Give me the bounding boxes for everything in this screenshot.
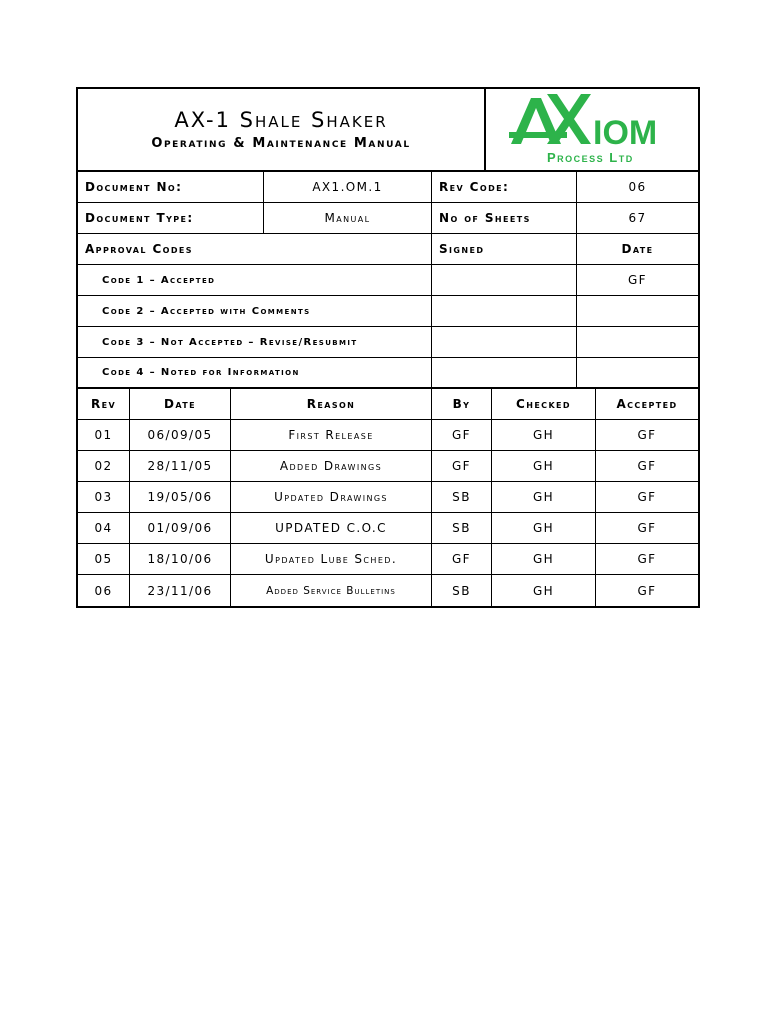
document-subtitle: Operating & Maintenance Manual bbox=[151, 136, 411, 151]
approval-code-label: Code 2 – Accepted with Comments bbox=[78, 296, 432, 326]
rev-by: GF bbox=[432, 544, 492, 574]
approval-date bbox=[577, 327, 698, 357]
logo-letters: IOM bbox=[593, 113, 658, 152]
doc-type-row bbox=[78, 203, 698, 234]
approval-codes-label: Approval Codes bbox=[78, 234, 432, 264]
revision-row bbox=[78, 513, 698, 544]
revision-header-row bbox=[78, 389, 698, 420]
col-header-by: By bbox=[432, 389, 492, 419]
sheets-value: 67 bbox=[628, 211, 647, 225]
rev-checked: GH bbox=[492, 420, 596, 450]
revision-row bbox=[78, 420, 698, 451]
rev-checked: GH bbox=[492, 575, 596, 606]
rev-number: 02 bbox=[78, 451, 130, 481]
rev-reason: First Release bbox=[231, 420, 432, 450]
rev-code-label: Rev Code: bbox=[432, 172, 577, 202]
doc-no-label: Document No: bbox=[78, 172, 264, 202]
approval-date bbox=[577, 296, 698, 326]
approval-date bbox=[577, 358, 698, 387]
header-row bbox=[78, 89, 698, 172]
col-header-checked: Checked bbox=[492, 389, 596, 419]
rev-reason: Updated Lube Sched. bbox=[231, 544, 432, 574]
revision-row bbox=[78, 482, 698, 513]
signed-label: Signed bbox=[432, 234, 577, 264]
rev-reason: UPDATED C.O.C bbox=[231, 513, 432, 543]
rev-date: 06/09/05 bbox=[130, 420, 231, 450]
axiom-logo-icon bbox=[507, 94, 677, 166]
approval-code-label: Code 3 – Not Accepted – Revise/Resubmit bbox=[78, 327, 432, 357]
col-header-reason: Reason bbox=[231, 389, 432, 419]
rev-accepted: GF bbox=[637, 552, 657, 566]
rev-accepted: GF bbox=[637, 583, 657, 598]
rev-date: 01/09/06 bbox=[130, 513, 231, 543]
doc-type-value: Manual bbox=[264, 203, 432, 233]
logo-tagline: Process Ltd bbox=[547, 149, 634, 165]
rev-date: 19/05/06 bbox=[130, 482, 231, 512]
revision-row bbox=[78, 451, 698, 482]
doc-no-value: AX1.OM.1 bbox=[264, 172, 432, 202]
rev-checked: GH bbox=[492, 544, 596, 574]
rev-checked: GH bbox=[492, 451, 596, 481]
rev-number: 06 bbox=[78, 575, 130, 606]
rev-by: SB bbox=[432, 575, 492, 606]
title-block bbox=[78, 89, 486, 170]
approval-signed bbox=[432, 296, 577, 326]
approval-code-row bbox=[78, 358, 698, 389]
col-header-accepted: Accepted bbox=[616, 397, 678, 411]
rev-date: 23/11/06 bbox=[130, 575, 231, 606]
rev-reason: Added Service Bulletins bbox=[231, 575, 432, 606]
document-title: AX-1 Shale Shaker bbox=[174, 108, 388, 132]
doc-type-label: Document Type: bbox=[78, 203, 264, 233]
rev-number: 03 bbox=[78, 482, 130, 512]
rev-accepted: GF bbox=[637, 459, 657, 473]
approval-signed bbox=[432, 358, 577, 387]
rev-date: 18/10/06 bbox=[130, 544, 231, 574]
rev-number: 05 bbox=[78, 544, 130, 574]
rev-date: 28/11/05 bbox=[130, 451, 231, 481]
col-header-date: Date bbox=[130, 389, 231, 419]
approval-signed bbox=[432, 265, 577, 295]
rev-checked: GH bbox=[492, 482, 596, 512]
rev-number: 04 bbox=[78, 513, 130, 543]
rev-by: SB bbox=[432, 513, 492, 543]
rev-reason: Added Drawings bbox=[231, 451, 432, 481]
rev-accepted: GF bbox=[637, 428, 657, 442]
rev-checked: GH bbox=[492, 513, 596, 543]
company-logo bbox=[486, 89, 698, 170]
revision-row bbox=[78, 544, 698, 575]
approval-signed bbox=[432, 327, 577, 357]
rev-by: GF bbox=[432, 451, 492, 481]
rev-by: GF bbox=[432, 420, 492, 450]
rev-code-value: 06 bbox=[628, 180, 647, 194]
rev-number: 01 bbox=[78, 420, 130, 450]
document-control-sheet bbox=[76, 87, 700, 608]
doc-no-row bbox=[78, 172, 698, 203]
rev-by: SB bbox=[432, 482, 492, 512]
revision-row bbox=[78, 575, 698, 606]
approval-code-label: Code 4 – Noted for Information bbox=[78, 358, 432, 387]
approval-code-row bbox=[78, 296, 698, 327]
approval-header-row bbox=[78, 234, 698, 265]
date-label: Date bbox=[621, 242, 654, 256]
approval-date: GF bbox=[627, 273, 647, 287]
rev-reason: Updated Drawings bbox=[231, 482, 432, 512]
approval-code-label: Code 1 – Accepted bbox=[78, 265, 432, 295]
approval-code-row bbox=[78, 265, 698, 296]
rev-accepted: GF bbox=[637, 521, 657, 535]
sheets-label: No of Sheets bbox=[432, 203, 577, 233]
rev-accepted: GF bbox=[637, 490, 657, 504]
col-header-rev: Rev bbox=[78, 389, 130, 419]
approval-code-row bbox=[78, 327, 698, 358]
